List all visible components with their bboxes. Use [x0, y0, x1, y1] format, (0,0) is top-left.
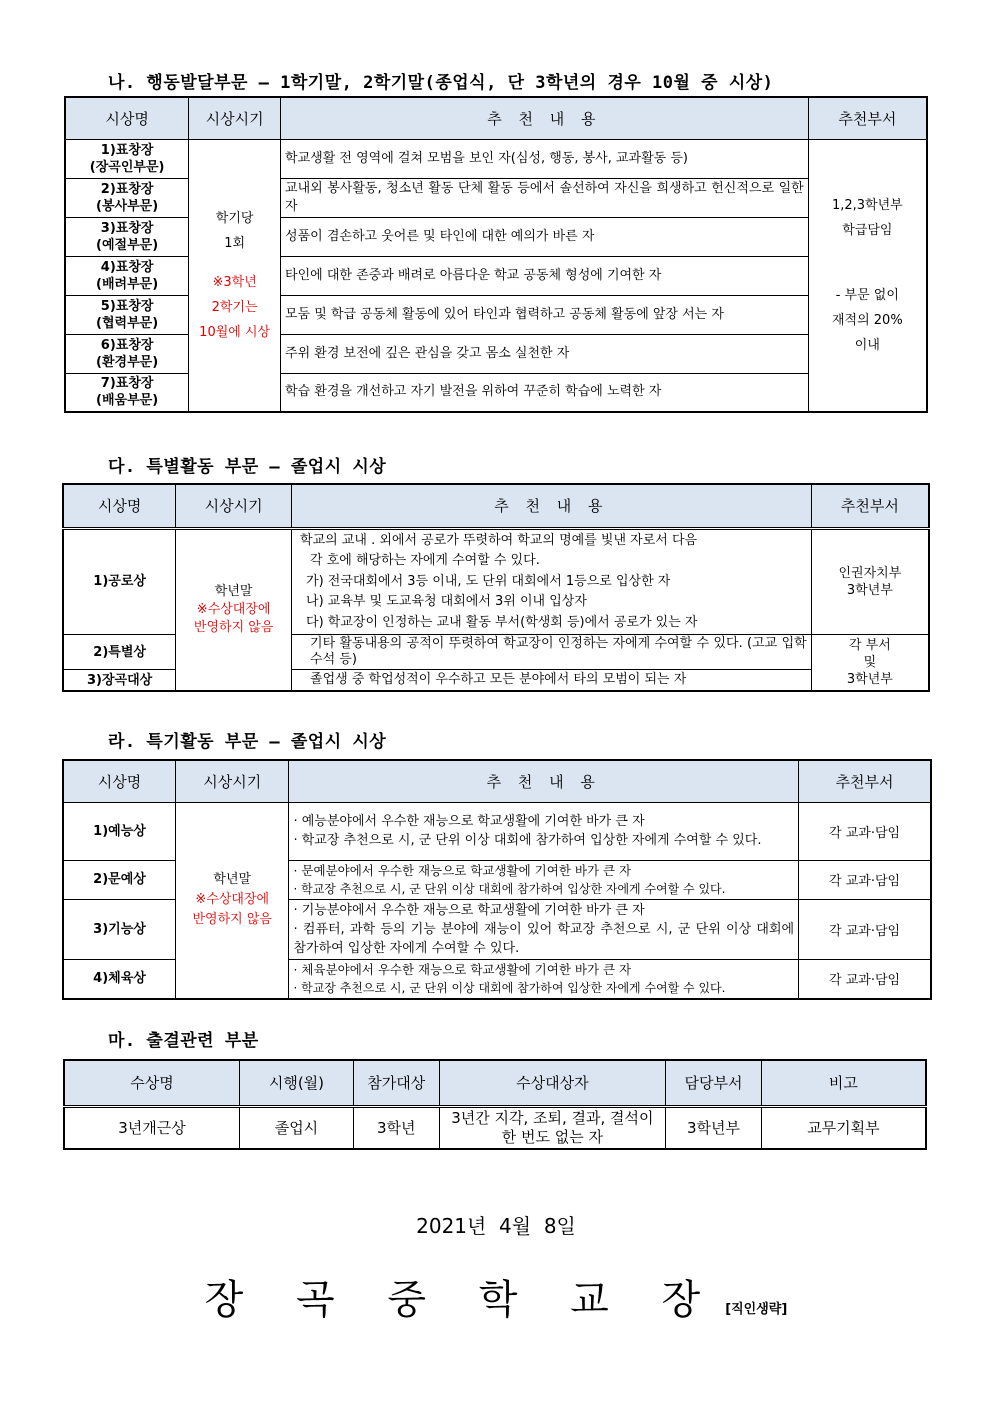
attendance-department: 3학년부: [666, 1106, 762, 1149]
section-ma-title: 마. 출결관련 부분: [108, 1031, 259, 1051]
document-date: 2021년 4월 8일: [416, 1214, 576, 1238]
literature-content: · 문예분야에서 우수한 재능으로 학교생활에 기여한 바가 큰 자 · 학교장 추천으로 시, 군 단위 이상 대회에 참가하여 입상한 자에게 수여할 수 있다.: [289, 860, 799, 899]
table-special-activity-awards: [62, 483, 930, 692]
header-period: 시상시기: [176, 760, 289, 802]
table-row-name: 3)표창장 (예절부문): [65, 217, 189, 256]
award-name-merit: 1)공로상: [63, 528, 176, 635]
table-row-content: 주위 환경 보전에 깊은 관심을 갖고 몸소 실천한 자: [281, 334, 809, 373]
table-row-name: 4)표창장 (배려부문): [65, 256, 189, 295]
table-row-name: 6)표창장 (환경부문): [65, 334, 189, 373]
department-cell: 1,2,3학년부 학급담임 - 부문 없이 재적의 20% 이내: [808, 139, 927, 412]
seal-omitted-note: [직인생략]: [725, 1302, 788, 1317]
header-target: 참가대상: [353, 1060, 439, 1106]
period-cell: 학기당 1회 ※3학년 2학기는 10월에 시상: [189, 139, 281, 412]
award-name-arts: 1)예능상: [63, 802, 176, 860]
table-row-content: 학습 환경을 개선하고 자기 발전을 위하여 꾸준히 학습에 노력한 자: [281, 373, 809, 412]
award-name-skills: 3)기능상: [63, 899, 176, 959]
header-award-name: 시상명: [63, 484, 176, 528]
header-award-name: 시상명: [63, 760, 176, 802]
principal-title: 장 곡 중 학 교 장: [204, 1277, 721, 1323]
attendance-target: 3학년: [353, 1106, 439, 1149]
literature-department: 각 교과·담임: [799, 860, 931, 899]
skills-content: · 기능분야에서 우수한 재능으로 학교생활에 기여한 바가 큰 자 · 컴퓨터, 과학 등의 기능 분야에 재능이 있어 학교장 추천으로 시, 군 단위 이상 대회에 참가하여 입상한 자에게 수여할 수 있다.: [289, 899, 799, 959]
special-department: 각 부서 및 3학년부: [811, 635, 929, 692]
attendance-recipient: 3년간 지각, 조퇴, 결과, 결석이 한 번도 없는 자: [439, 1106, 665, 1149]
arts-department: 각 교과·담임: [799, 802, 931, 860]
sports-content: · 체육분야에서 우수한 재능으로 학교생활에 기여한 바가 큰 자 · 학교장 추천으로 시, 군 단위 이상 대회에 참가하여 입상한 자에게 수여할 수 있다.: [289, 959, 799, 999]
header-period: 시상시기: [189, 97, 281, 139]
merit-content: 학교의 교내 . 외에서 공로가 뚜렷하여 학교의 명예를 빛낸 자로서 다음 각 호에 해당하는 자에게 수여할 수 있다. 가) 전국대회에서 3등 이내, 도 단위 대회에서 1등으로 입상한 자 나) 교육부 및 도교육청 대회에서 3위 이내 입상자 다) 학교장이 인정하는 교내 활동 부서(학생회 등)에서 공로가 있는 자: [292, 528, 812, 635]
skills-department: 각 교과·담임: [799, 899, 931, 959]
table-row-name: 5)표창장 (협력부문): [65, 295, 189, 334]
header-award-name: 수상명: [64, 1060, 240, 1106]
table-row-content: 성품이 겸손하고 웃어른 및 타인에 대한 예의가 바른 자: [281, 217, 809, 256]
header-content: 추 천 내 용: [289, 760, 799, 802]
award-name-janggok: 3)장곡대상: [63, 670, 176, 692]
principal-signature: [0, 1268, 992, 1325]
attendance-month: 졸업시: [240, 1106, 354, 1149]
table-row-content: 모둠 및 학급 공동체 활동에 있어 타인과 협력하고 공동체 활동에 앞장 서는 자: [281, 295, 809, 334]
merit-department: 인권자치부 3학년부: [811, 528, 929, 635]
section-ra-title: 라. 특기활동 부문 – 졸업시 시상: [108, 732, 387, 752]
header-department: 추천부서: [799, 760, 931, 802]
section-na-title: 나. 행동발달부문 – 1학기말, 2학기말(종업식, 단 3학년의 경우 10월 중 시상): [108, 73, 774, 93]
sports-department: 각 교과·담임: [799, 959, 931, 999]
header-month: 시행(월): [240, 1060, 354, 1106]
header-note: 비고: [761, 1060, 926, 1106]
header-department: 추천부서: [808, 97, 927, 139]
award-name-special: 2)특별상: [63, 635, 176, 670]
janggok-content: 졸업생 중 학업성적이 우수하고 모든 분야에서 타의 모범이 되는 자: [292, 670, 812, 692]
table-behavior-awards: [64, 96, 928, 413]
header-department: 담당부서: [666, 1060, 762, 1106]
header-department: 추천부서: [811, 484, 929, 528]
special-content: 기타 활동내용의 공적이 뚜렷하여 학교장이 인정하는 자에게 수여할 수 있다. (고교 입학수석 등): [292, 635, 812, 670]
award-name-sports: 4)체육상: [63, 959, 176, 999]
award-name-literature: 2)문예상: [63, 860, 176, 899]
table-row-content: 타인에 대한 존중과 배려로 아름다운 학교 공동체 형성에 기여한 자: [281, 256, 809, 295]
table-row-content: 교내외 봉사활동, 청소년 활동 단체 활동 등에서 솔선하여 자신을 희생하고 헌신적으로 일한 자: [281, 178, 809, 217]
table-row-name: 7)표창장 (배움부문): [65, 373, 189, 412]
header-award-name: 시상명: [65, 97, 189, 139]
header-content: 추 천 내 용: [281, 97, 809, 139]
header-recipient: 수상대상자: [439, 1060, 665, 1106]
header-period: 시상시기: [176, 484, 292, 528]
period-cell: 학년말 ※수상대장에 반영하지 않음: [176, 528, 292, 691]
attendance-note: 교무기획부: [761, 1106, 926, 1149]
table-row-name: 2)표창장 (봉사부문): [65, 178, 189, 217]
table-row-content: 학교생활 전 영역에 걸쳐 모범을 보인 자(심성, 행동, 봉사, 교과활동 등): [281, 139, 809, 178]
header-content: 추 천 내 용: [292, 484, 812, 528]
attendance-award-name: 3년개근상: [64, 1106, 240, 1149]
table-row-name: 1)표창장 (장곡인부문): [65, 139, 189, 178]
section-da-title: 다. 특별활동 부문 – 졸업시 시상: [108, 457, 387, 477]
table-talent-awards: [62, 759, 932, 1000]
arts-content: · 예능분야에서 우수한 재능으로 학교생활에 기여한 바가 큰 자 · 학교장 추천으로 시, 군 단위 이상 대회에 참가하여 입상한 자에게 수여할 수 있다.: [289, 802, 799, 860]
table-attendance-awards: [63, 1059, 927, 1150]
period-cell: 학년말 ※수상대장에 반영하지 않음: [176, 802, 289, 999]
